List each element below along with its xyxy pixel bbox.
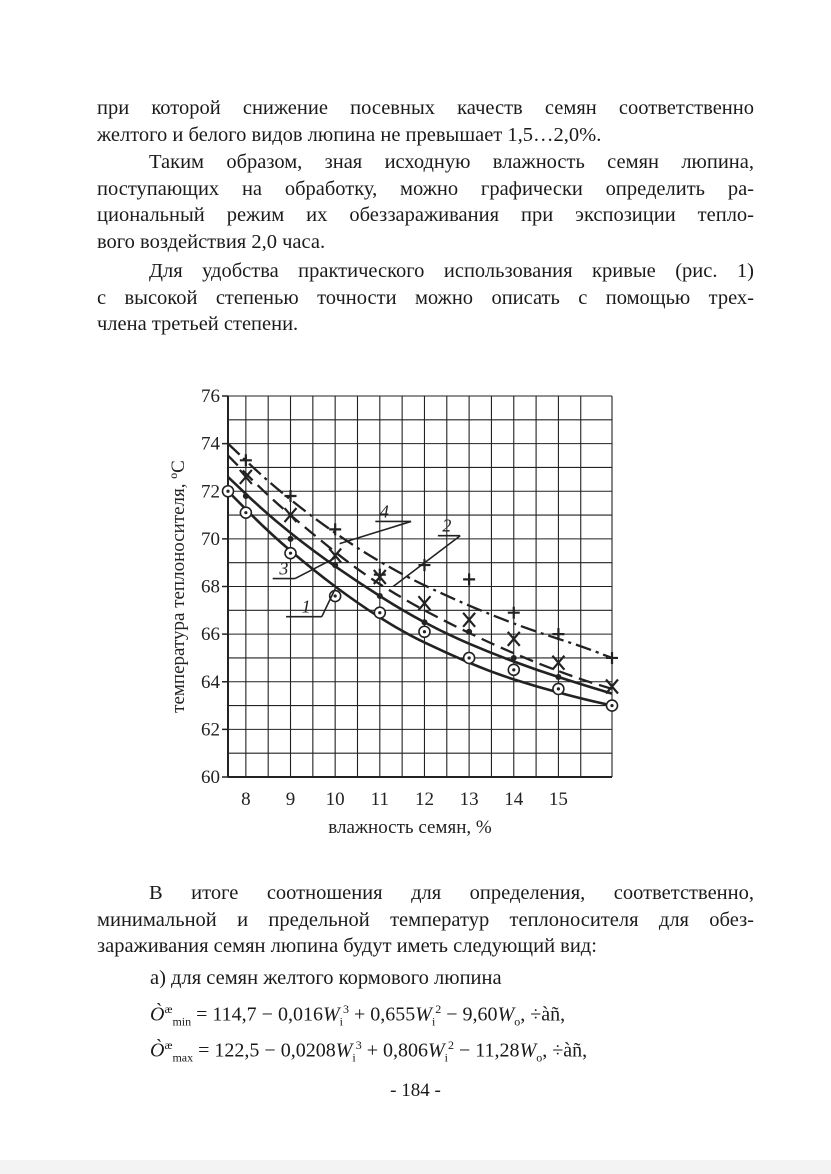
formula-max-w3: W bbox=[519, 1039, 537, 1062]
marker-dot-series-2 bbox=[421, 619, 427, 625]
formula-min-lhs: Ò bbox=[150, 1003, 165, 1026]
p3-line: члена третьей степени. bbox=[97, 313, 299, 335]
marker-circle-center-series-1 bbox=[468, 656, 471, 659]
marker-dot-series-2 bbox=[288, 536, 294, 542]
formula-min-w1: W bbox=[322, 1003, 340, 1026]
x-tick-label: 11 bbox=[370, 789, 389, 810]
curve-label-3: 3 bbox=[279, 558, 289, 579]
formula-max-eq: = 122,5 − 0,0208 bbox=[193, 1039, 336, 1062]
y-tick-label: 64 bbox=[201, 671, 220, 693]
marker-circle-center-series-1 bbox=[289, 552, 292, 555]
formula-max-w1-sub: i bbox=[352, 1050, 356, 1065]
marker-dot-series-2 bbox=[511, 655, 517, 661]
subheading-yellow-lupin: а) для семян желтого кормового люпина bbox=[150, 967, 502, 989]
marker-plus-series-4 bbox=[285, 490, 297, 502]
formula-min bbox=[150, 1002, 565, 1030]
y-tick-label: 74 bbox=[201, 433, 220, 455]
p2-line: циональный режим их обеззараживания при экспозиции тепло- bbox=[97, 204, 754, 226]
formula-min-w2: W bbox=[415, 1003, 432, 1026]
marker-circle-center-series-1 bbox=[512, 668, 515, 671]
x-tick-label: 10 bbox=[325, 789, 345, 810]
formula-min-mid1: + 0,655 bbox=[348, 1003, 416, 1026]
x-tick-label: 9 bbox=[285, 789, 296, 810]
formula-max-lhs-sup: æ bbox=[164, 1038, 173, 1052]
marker-circle-center-series-1 bbox=[244, 511, 247, 514]
p4-line: зараживания семян люпина будут иметь следующий вид: bbox=[97, 935, 597, 957]
curve-label-1: 1 bbox=[301, 596, 311, 617]
marker-plus-series-4 bbox=[463, 573, 475, 585]
y-axis-title: температура теплоносителя, ºС bbox=[168, 460, 189, 713]
p2-line: Таким образом, зная исходную влажность семян люпина, bbox=[149, 151, 754, 173]
marker-dot-series-2 bbox=[332, 562, 338, 568]
formula-max-lhs: Ò bbox=[150, 1039, 165, 1062]
x-tick-label: 14 bbox=[504, 789, 524, 810]
p4-line: минимальной и предельной температур теплоносителя для обез- bbox=[97, 908, 754, 931]
marker-dot-series-2 bbox=[243, 493, 249, 499]
marker-dot-series-2 bbox=[466, 629, 472, 635]
curve-label-leader bbox=[340, 521, 411, 543]
y-tick-label: 72 bbox=[201, 481, 220, 503]
marker-circle-center-series-1 bbox=[378, 611, 381, 614]
formula-max-mid1: + 0,806 bbox=[361, 1039, 428, 1062]
p1-line: при которой снижение посевных качеств семян соответственно bbox=[97, 97, 754, 119]
page-bottom-edge bbox=[0, 1160, 831, 1174]
x-axis-title: влажность семян, % bbox=[328, 817, 492, 838]
chart-grid bbox=[228, 396, 612, 777]
formula-min-tail: , ÷àñ, bbox=[520, 1003, 566, 1026]
marker-circle-center-series-1 bbox=[334, 594, 337, 597]
formula-max-w2-sup: 2 bbox=[448, 1038, 455, 1052]
paragraph-continuation bbox=[97, 95, 754, 148]
curve-label-leader bbox=[393, 536, 460, 587]
figure-temperature-vs-moisture bbox=[160, 380, 620, 840]
x-tick-label: 12 bbox=[414, 789, 434, 810]
y-tick-label: 68 bbox=[201, 576, 220, 598]
formula-min-mid2: − 9,60 bbox=[441, 1003, 498, 1026]
marker-circle-center-series-1 bbox=[557, 687, 560, 690]
x-tick-label: 15 bbox=[548, 789, 568, 810]
formula-min-eq: = 114,7 − 0,016 bbox=[191, 1003, 323, 1026]
p4-line: В итоге соотношения для определения, соответственно, bbox=[149, 882, 754, 904]
formula-max bbox=[150, 1038, 587, 1066]
marker-dot-series-2 bbox=[555, 674, 561, 680]
y-tick-label: 62 bbox=[201, 719, 220, 741]
p2-line: вого воздействия 2,0 часа. bbox=[97, 230, 326, 253]
p2-line: поступающих на обработку, можно графически определить ра- bbox=[97, 177, 754, 200]
y-tick-label: 66 bbox=[201, 624, 220, 646]
formula-max-tail: , ÷àñ, bbox=[542, 1039, 588, 1062]
paragraph-curve-approximation bbox=[97, 258, 754, 338]
x-tick-label: 8 bbox=[241, 789, 251, 810]
page-number: - 184 - bbox=[390, 1080, 441, 1101]
curve-label-leader bbox=[322, 589, 335, 617]
formula-min-w3: W bbox=[497, 1003, 515, 1026]
formula-max-w1-sup: 3 bbox=[355, 1038, 362, 1052]
marker-circle-center-series-1 bbox=[610, 704, 613, 707]
formula-min-w1-sup: 3 bbox=[342, 1002, 349, 1016]
formula-min-lhs-sub: min bbox=[172, 1014, 192, 1029]
marker-plus-series-4 bbox=[508, 607, 520, 619]
marker-plus-series-4 bbox=[606, 652, 618, 664]
formula-min-w3-sub: o bbox=[514, 1014, 521, 1029]
formula-max-mid2: − 11,28 bbox=[454, 1039, 520, 1062]
y-tick-label: 60 bbox=[201, 767, 220, 788]
formula-min-lhs-sup: æ bbox=[164, 1002, 173, 1016]
paragraph-graphical-method bbox=[97, 149, 754, 255]
marker-circle-center-series-1 bbox=[226, 490, 229, 493]
p3-line: с высокой степенью точности можно описать с помощью трех- bbox=[97, 286, 754, 309]
formula-min-w1-sub: i bbox=[339, 1014, 343, 1029]
formula-min-w2-sub: i bbox=[431, 1014, 436, 1029]
paragraph-relations bbox=[97, 880, 754, 960]
curve-label-2: 2 bbox=[442, 515, 452, 536]
formula-max-lhs-sub: max bbox=[172, 1050, 194, 1065]
formula-max-w2-sub: i bbox=[444, 1050, 449, 1065]
p1-line: желтого и белого видов люпина не превышает 1,5…2,0%. bbox=[97, 123, 602, 146]
y-tick-label: 70 bbox=[201, 528, 220, 550]
formula-max-w1: W bbox=[335, 1039, 353, 1062]
curve-label-4: 4 bbox=[379, 501, 389, 522]
marker-plus-series-4 bbox=[329, 523, 341, 535]
marker-circle-center-series-1 bbox=[423, 630, 426, 633]
x-tick-label: 13 bbox=[459, 789, 479, 810]
p3-line: Для удобства практического использования кривые (рис. 1) bbox=[149, 260, 754, 282]
formula-max-w2: W bbox=[428, 1039, 445, 1062]
formula-max-w3-sub: o bbox=[536, 1050, 543, 1065]
marker-dot-series-2 bbox=[377, 593, 383, 599]
y-tick-label: 76 bbox=[201, 386, 220, 407]
formula-min-w2-sup: 2 bbox=[435, 1002, 442, 1016]
